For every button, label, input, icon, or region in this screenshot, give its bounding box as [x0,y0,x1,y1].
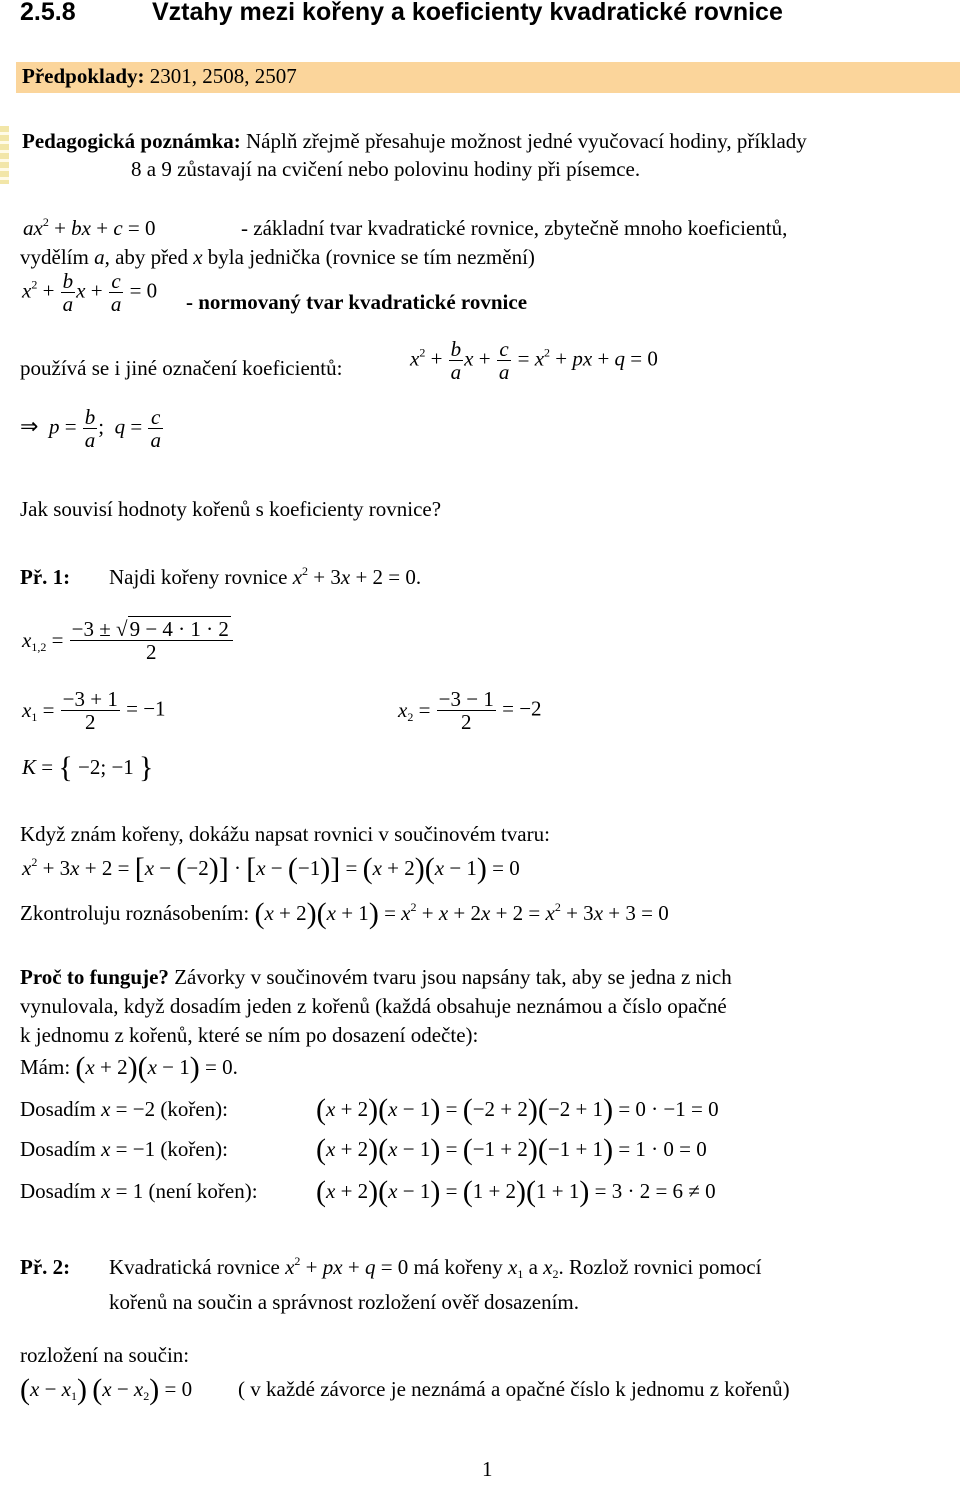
why-line1: Proč to funguje? Závorky v součinovém tvaru jsou napsány tak, aby se jedna z nich [20,965,732,989]
other-notation-equation: $x^2$ + $\frac{b}{a}$ x + $\frac{c}{a}$ = $x^2$ + px + q = 0 [410,337,658,385]
substitution3-equation: (x + 2)(x − 1) = (1 + 2)(1 + 1) = 3 · 2 = 6 ≠ 0 [316,1175,716,1208]
normed-form-description: - normovaný tvar kvadratické rovnice [186,290,528,314]
product-form-intro: Když znám kořeny, dokážu napsat rovnici v součinovém tvaru: [20,822,550,846]
pq-definition: ⇒ p = $\frac{b}{a}$ ; q = $\frac{c}{a}$ [20,405,161,453]
mam-line: Mám: (x + 2)(x − 1) = 0. [20,1051,238,1084]
substitution1: Dosadím x = −2 (kořen): [20,1097,228,1121]
why-line2: vynulovala, když dosadím jeden z kořenů (každá obsahuje neznámou a číslo opačné [20,994,727,1018]
pedagogical-note-line1 [22,129,807,154]
basic-form-description: - základní tvar kvadratické rovnice, zbytečně mnoho koeficientů, [241,216,788,240]
root-set: K = { −2; −1 } [22,751,154,784]
section-number: 2.5.8 [20,0,76,26]
prerequisites-label: Předpoklady: [22,64,145,88]
normed-form-equation: $x^2$ + $\frac{b}{a}$ x + $\frac{c}{a}$ = 0 [22,269,158,317]
substitution2: Dosadím x = −1 (kořen): [20,1137,228,1161]
example2-task: Kvadratická rovnice $x^2$ + px + q = 0 má kořeny $x_1$ a $x_2$. Rozlož rovnici pomocí [109,1254,762,1281]
decomposition-note: ( v každé závorce je neznámá a opačné číslo k jednomu z kořenů) [238,1377,790,1401]
example2-task-line2: kořenů na součin a správnost rozložení ověř dosazením. [109,1290,580,1314]
substitution2-equation: (x + 2)(x − 1) = (−1 + 2)(−1 + 1) = 1 · 0 = 0 [316,1133,707,1166]
example2-label: Př. 2: [20,1255,71,1279]
root-x1: $x_1$ = $\frac{-3 + 1}{2}$ = −1 [22,687,166,735]
product-form-equation: $x^2 + 3x + 2 = [x - (-2)] \cdot [x - (-1)] = (x + 2)(x - 1) = 0$ [22,852,520,885]
example1-label: Př. 1: [20,565,71,589]
note-label: Pedagogická poznámka: [22,129,241,153]
basic-form-equation: $ax^2$ + bx + c = 0 [23,215,156,240]
divide-sentence: vydělím a, aby před x byla jednička (rovnice se tím nezmění) [20,245,535,269]
note-text: Náplň zřejmě přesahuje možnost jedné vyučovací hodiny, příklady [240,129,807,153]
note-margin-marker [0,126,9,184]
roots-formula: $x_{1,2}$ = $\frac{-3 \pm √9 - 4 \cdot 1 \cdot 2}{2}$ [22,618,234,663]
expansion-check: Zkontroluju roznásobením: $(x + 2)(x + 1) = x^2 + x + 2x + 2 = x^2 + 3x + 3 = 0$ [20,897,669,930]
decomposition-label: rozložení na součin: [20,1343,190,1367]
pedagogical-note-line2: 8 a 9 zůstavají na cvičení nebo polovinu hodiny při písemce. [131,157,641,181]
page-title: Vztahy mezi kořeny a koeficienty kvadratické rovnice [152,0,783,26]
example1-task: Najdi kořeny rovnice $x^2 + 3x + 2 = 0$. [109,564,422,589]
substitution1-equation: (x + 2)(x − 1) = (−2 + 2)(−2 + 1) = 0 · −1 = 0 [316,1093,719,1126]
why-line3: k jednomu z kořenů, které se ním po dosazení odečte): [20,1023,479,1047]
prerequisites [22,64,297,89]
other-notation-label: používá se i jiné označení koeficientů: [20,356,343,380]
question: Jak souvisí hodnoty kořenů s koeficienty rovnice? [20,497,442,521]
prerequisites-value: 2301, 2508, 2507 [144,64,297,88]
decomposition-equation: $(x - x_1)$ $(x - x_2) = 0$ [20,1373,193,1406]
page-number: 1 [482,1457,493,1481]
root-x2: $x_2$ = $\frac{-3 - 1}{2}$ = −2 [398,687,542,735]
substitution3: Dosadím x = 1 (není kořen): [20,1179,258,1203]
